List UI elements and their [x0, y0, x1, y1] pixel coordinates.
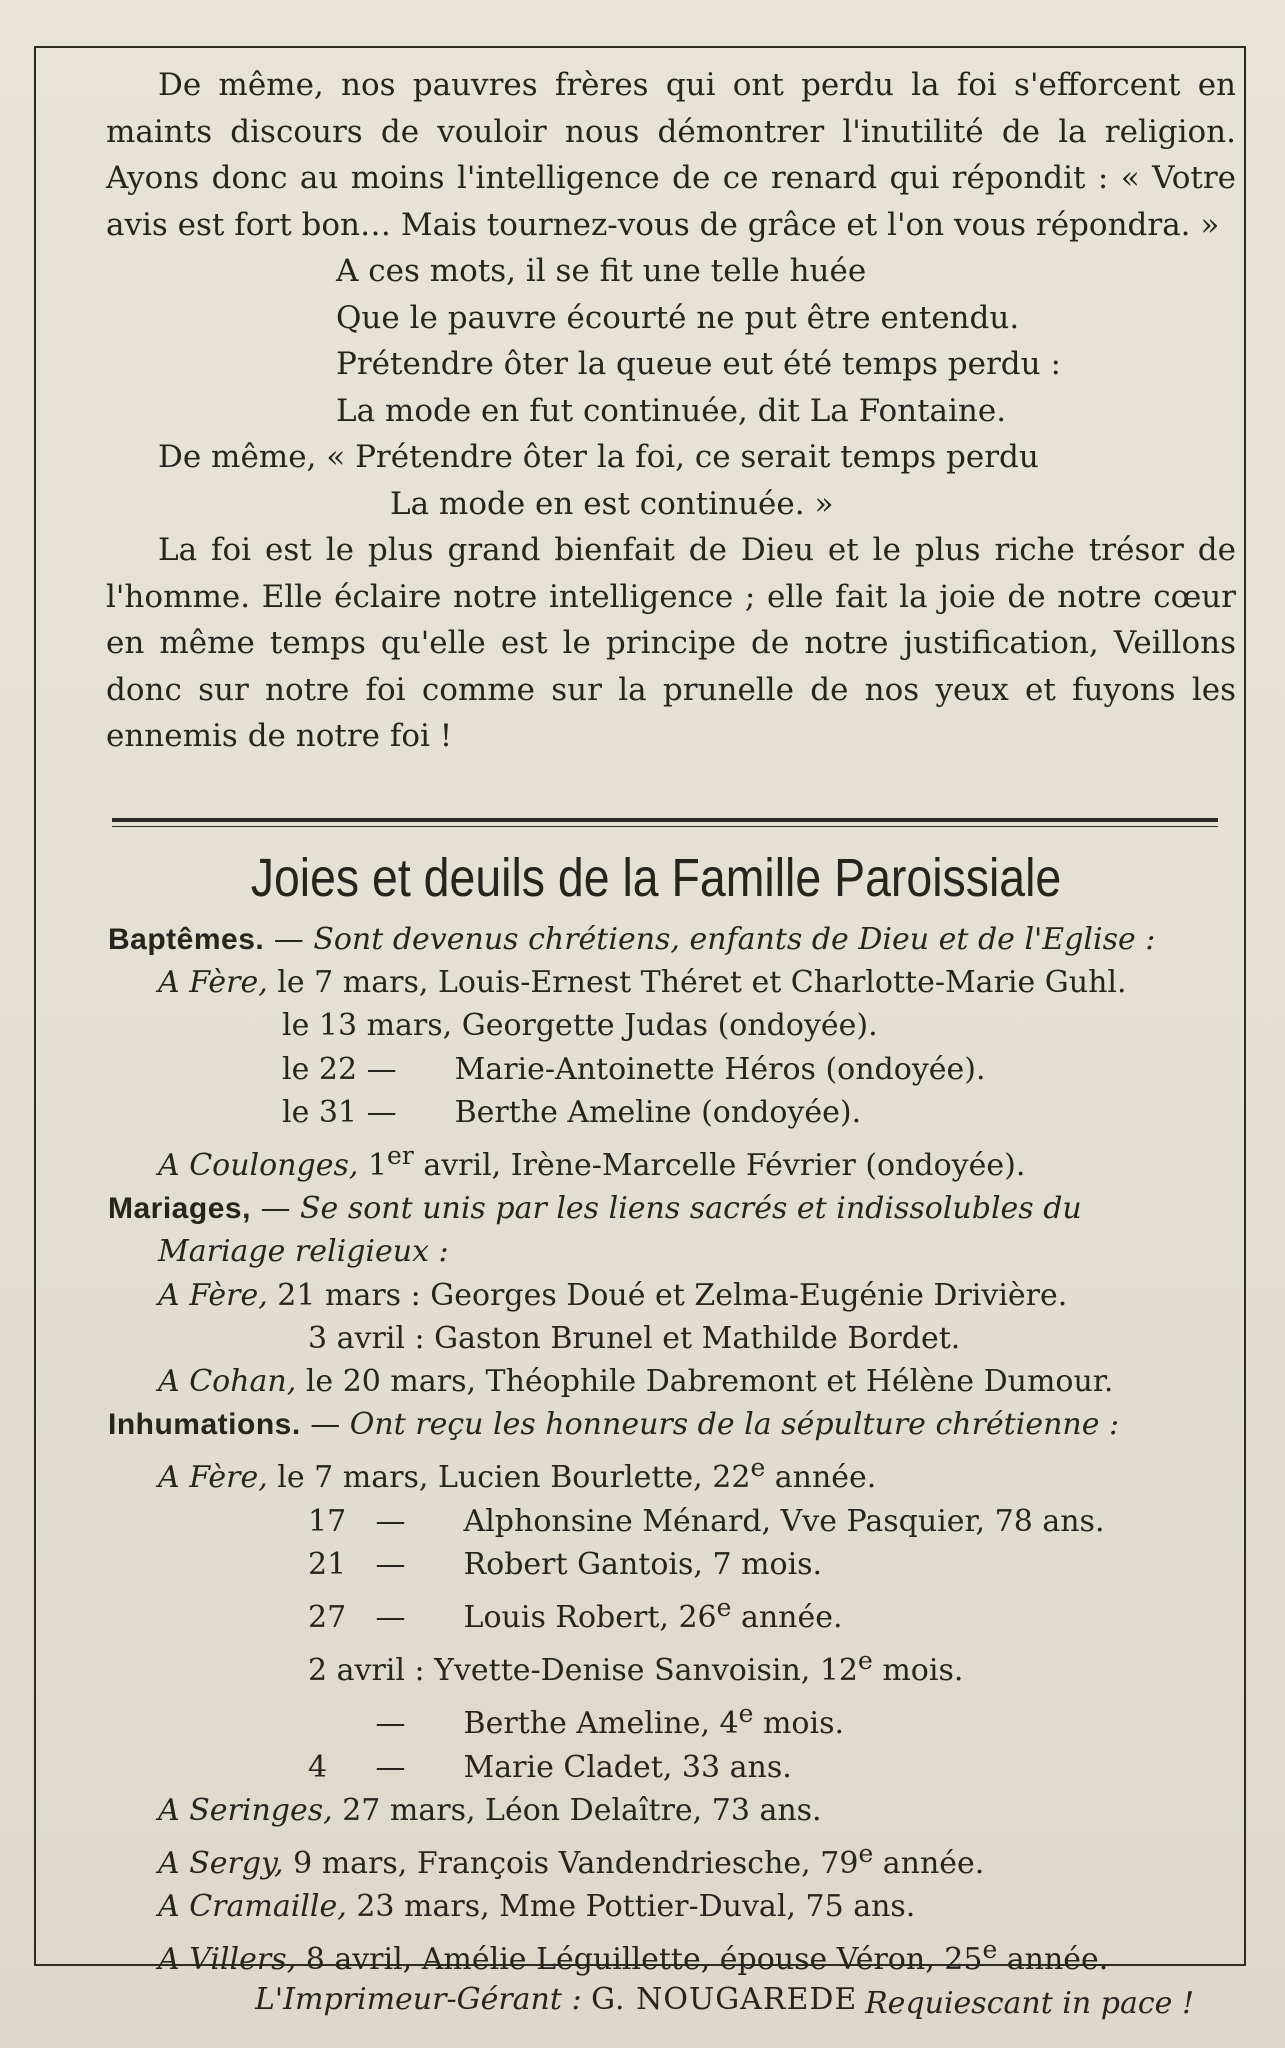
entry-text: le 20 mars, Théophile Dabremont et Hélène Dumour. [296, 1364, 1114, 1400]
mariages-dash: — [250, 1191, 300, 1227]
ordinal-sup: er [387, 1141, 414, 1171]
ditto-dash: — [366, 1094, 397, 1130]
entry-text: mois. [753, 1706, 845, 1742]
list-item [108, 1746, 1238, 1789]
list-item [108, 961, 1238, 1004]
inhumations-dash: — [300, 1407, 350, 1443]
ditto-dash: — [375, 1749, 406, 1785]
list-item [108, 1586, 1238, 1639]
place-cohan: A Cohan, [158, 1364, 297, 1400]
entry-text: année. [873, 1846, 985, 1882]
ordinal-sup: e [738, 1699, 754, 1729]
parish-registry [108, 918, 1238, 2025]
entry-text: année. [997, 1942, 1109, 1978]
entry-text: 2 avril : Yvette-Denise Sanvoisin, 12 [308, 1653, 859, 1689]
baptemes-header [108, 918, 1238, 961]
list-item [108, 1500, 1238, 1543]
entry-text: année. [731, 1600, 843, 1636]
mariages-heading: Mariages, [108, 1192, 251, 1226]
paragraph-renard: De même, nos pauvres frères qui ont perdu la foi s'efforcent en maints discours de vouloir nous démontrer l'inutilité de la religion. Ayons donc au moins l'intelligence de ce renard qui répondit : « Votre avis est fort bon… Mais tournez-vous de grâce et l'on vous répondra. » [106, 67, 1236, 243]
entry-text: année. [765, 1460, 877, 1496]
inhumations-heading: Inhumations. [108, 1408, 301, 1442]
ordinal-sup: e [858, 1646, 873, 1676]
list-item [108, 1885, 1238, 1928]
entry-text: le 7 mars, Lucien Bourlette, 22 [267, 1460, 751, 1496]
entry-day: 1 [358, 1148, 388, 1184]
list-item [108, 1134, 1238, 1187]
entry-text: mois. [872, 1653, 964, 1689]
mariages-lead-cont: Mariage religieux : [158, 1234, 449, 1270]
entry-text: 27 mars, Léon Delaître, 73 ans. [332, 1792, 822, 1828]
mariages-header [108, 1187, 1238, 1230]
verse-line-3: Prétendre ôter la queue eut été temps perdu : [336, 346, 1061, 382]
place-seringes: A Seringes, [158, 1792, 333, 1828]
paragraph-foi: La foi est le plus grand bienfait de Dieu et le plus riche trésor de l'homme. Elle éclaire notre intelligence ; elle fait la joie de notre cœur en même temps qu'elle est le principe de notre justification, Veillons donc sur notre foi comme sur la prunelle de nos yeux et fuyons les ennemis de notre foi ! [106, 532, 1236, 754]
baptemes-lead: Sont devenus chrétiens, enfants de Dieu et de l'Eglise : [313, 922, 1156, 957]
list-item [108, 1091, 1238, 1134]
printer-name: G. NOUGAREDE [591, 1982, 858, 2017]
entry-day: 17 [308, 1503, 347, 1539]
entry-text: 23 mars, Mme Pottier-Duval, 75 ans. [346, 1889, 916, 1925]
entry-text: 21 mars : Georges Doué et Zelma-Eugénie Drivière. [267, 1277, 1068, 1313]
ditto-dash: — [375, 1503, 406, 1539]
paragraph-de-meme: De même, « Prétendre ôter la foi, ce serait temps perdu [158, 439, 1039, 475]
section-divider [112, 818, 1218, 822]
section-title: Joies et deuils de la Famille Paroissiale [250, 848, 1062, 908]
prose-block [106, 62, 1236, 760]
paragraph-de-meme-cont: La mode en est continuée. » [390, 485, 834, 522]
entry-text: Marie Cladet, 33 ans. [463, 1749, 792, 1785]
entry-date: le 22 [282, 1051, 358, 1087]
entry-text: Alphonsine Ménard, Vve Pasquier, 78 ans. [463, 1503, 1105, 1539]
ordinal-sup: e [750, 1453, 766, 1483]
list-item [108, 1360, 1238, 1403]
ordinal-sup: e [716, 1593, 732, 1623]
mariages-lead: Se sont unis par les liens sacrés et indissolubles du [299, 1191, 1082, 1227]
entry-text: avril, Irène-Marcelle Février (ondoyée). [413, 1148, 1026, 1184]
verse-line-2: Que le pauvre écourté ne put être entendu. [336, 299, 1020, 336]
baptemes-heading: Baptêmes. [108, 923, 265, 956]
place-villers: A Villers, [158, 1942, 297, 1978]
baptemes-dash: — [264, 922, 314, 957]
place-fere: A Fère, [158, 965, 268, 1001]
printer-footer [255, 1970, 1255, 2030]
list-item [108, 1543, 1238, 1586]
list-item [108, 1639, 1238, 1692]
ordinal-sup: e [982, 1935, 998, 1965]
list-item [108, 1692, 1238, 1745]
list-item: 3 avril : Gaston Brunel et Mathilde Bordet. [308, 1320, 961, 1356]
place-cramaille: A Cramaille, [158, 1889, 347, 1925]
place-coulonges: A Coulonges, [158, 1148, 359, 1184]
list-item [108, 1274, 1238, 1317]
entry-day: 4 [308, 1749, 328, 1785]
ordinal-sup: e [858, 1839, 874, 1869]
verse-line-1: A ces mots, il se fit une telle huée [336, 253, 867, 289]
printer-label: L'Imprimeur-Gérant : [255, 1982, 582, 2017]
entry-text: 9 mars, François Vandendriesche, 79 [283, 1846, 859, 1882]
verse-line-4: La mode en fut continuée, dit La Fontaine. [336, 392, 1007, 429]
place-fere: A Fère, [158, 1460, 268, 1496]
ditto-dash: — [375, 1706, 406, 1742]
closing-prayer: Requiescant in pace ! [865, 1985, 1194, 2021]
list-item [108, 1446, 1238, 1499]
entry-text: 8 avril, Amélie Léguillette, épouse Véron, 25 [296, 1942, 983, 1978]
list-item [108, 1789, 1238, 1832]
entry-day: 27 [308, 1600, 347, 1636]
entry-text: Marie-Antoinette Héros (ondoyée). [454, 1051, 986, 1087]
ditto-dash: — [375, 1546, 406, 1582]
inhumations-header [108, 1403, 1238, 1446]
ditto-dash: — [366, 1051, 397, 1087]
list-item: le 13 mars, Georgette Judas (ondoyée). [282, 1008, 878, 1044]
place-fere: A Fère, [158, 1277, 268, 1313]
list-item [108, 1832, 1238, 1885]
entry-text: Berthe Ameline (ondoyée). [454, 1094, 862, 1130]
place-sergy: A Sergy, [158, 1846, 284, 1882]
entry-text: Louis Robert, 26 [463, 1600, 717, 1636]
inhumations-lead: Ont reçu les honneurs de la sépulture chrétienne : [349, 1407, 1120, 1443]
entry-text: Robert Gantois, 7 mois. [463, 1546, 823, 1582]
list-item [108, 1048, 1238, 1091]
ditto-dash: — [375, 1600, 406, 1636]
entry-date: le 31 [282, 1094, 358, 1130]
entry-text: le 7 mars, Louis-Ernest Théret et Charlotte-Marie Guhl. [267, 965, 1127, 1001]
entry-text: Berthe Ameline, 4 [463, 1706, 739, 1742]
entry-day: 21 [308, 1546, 347, 1582]
